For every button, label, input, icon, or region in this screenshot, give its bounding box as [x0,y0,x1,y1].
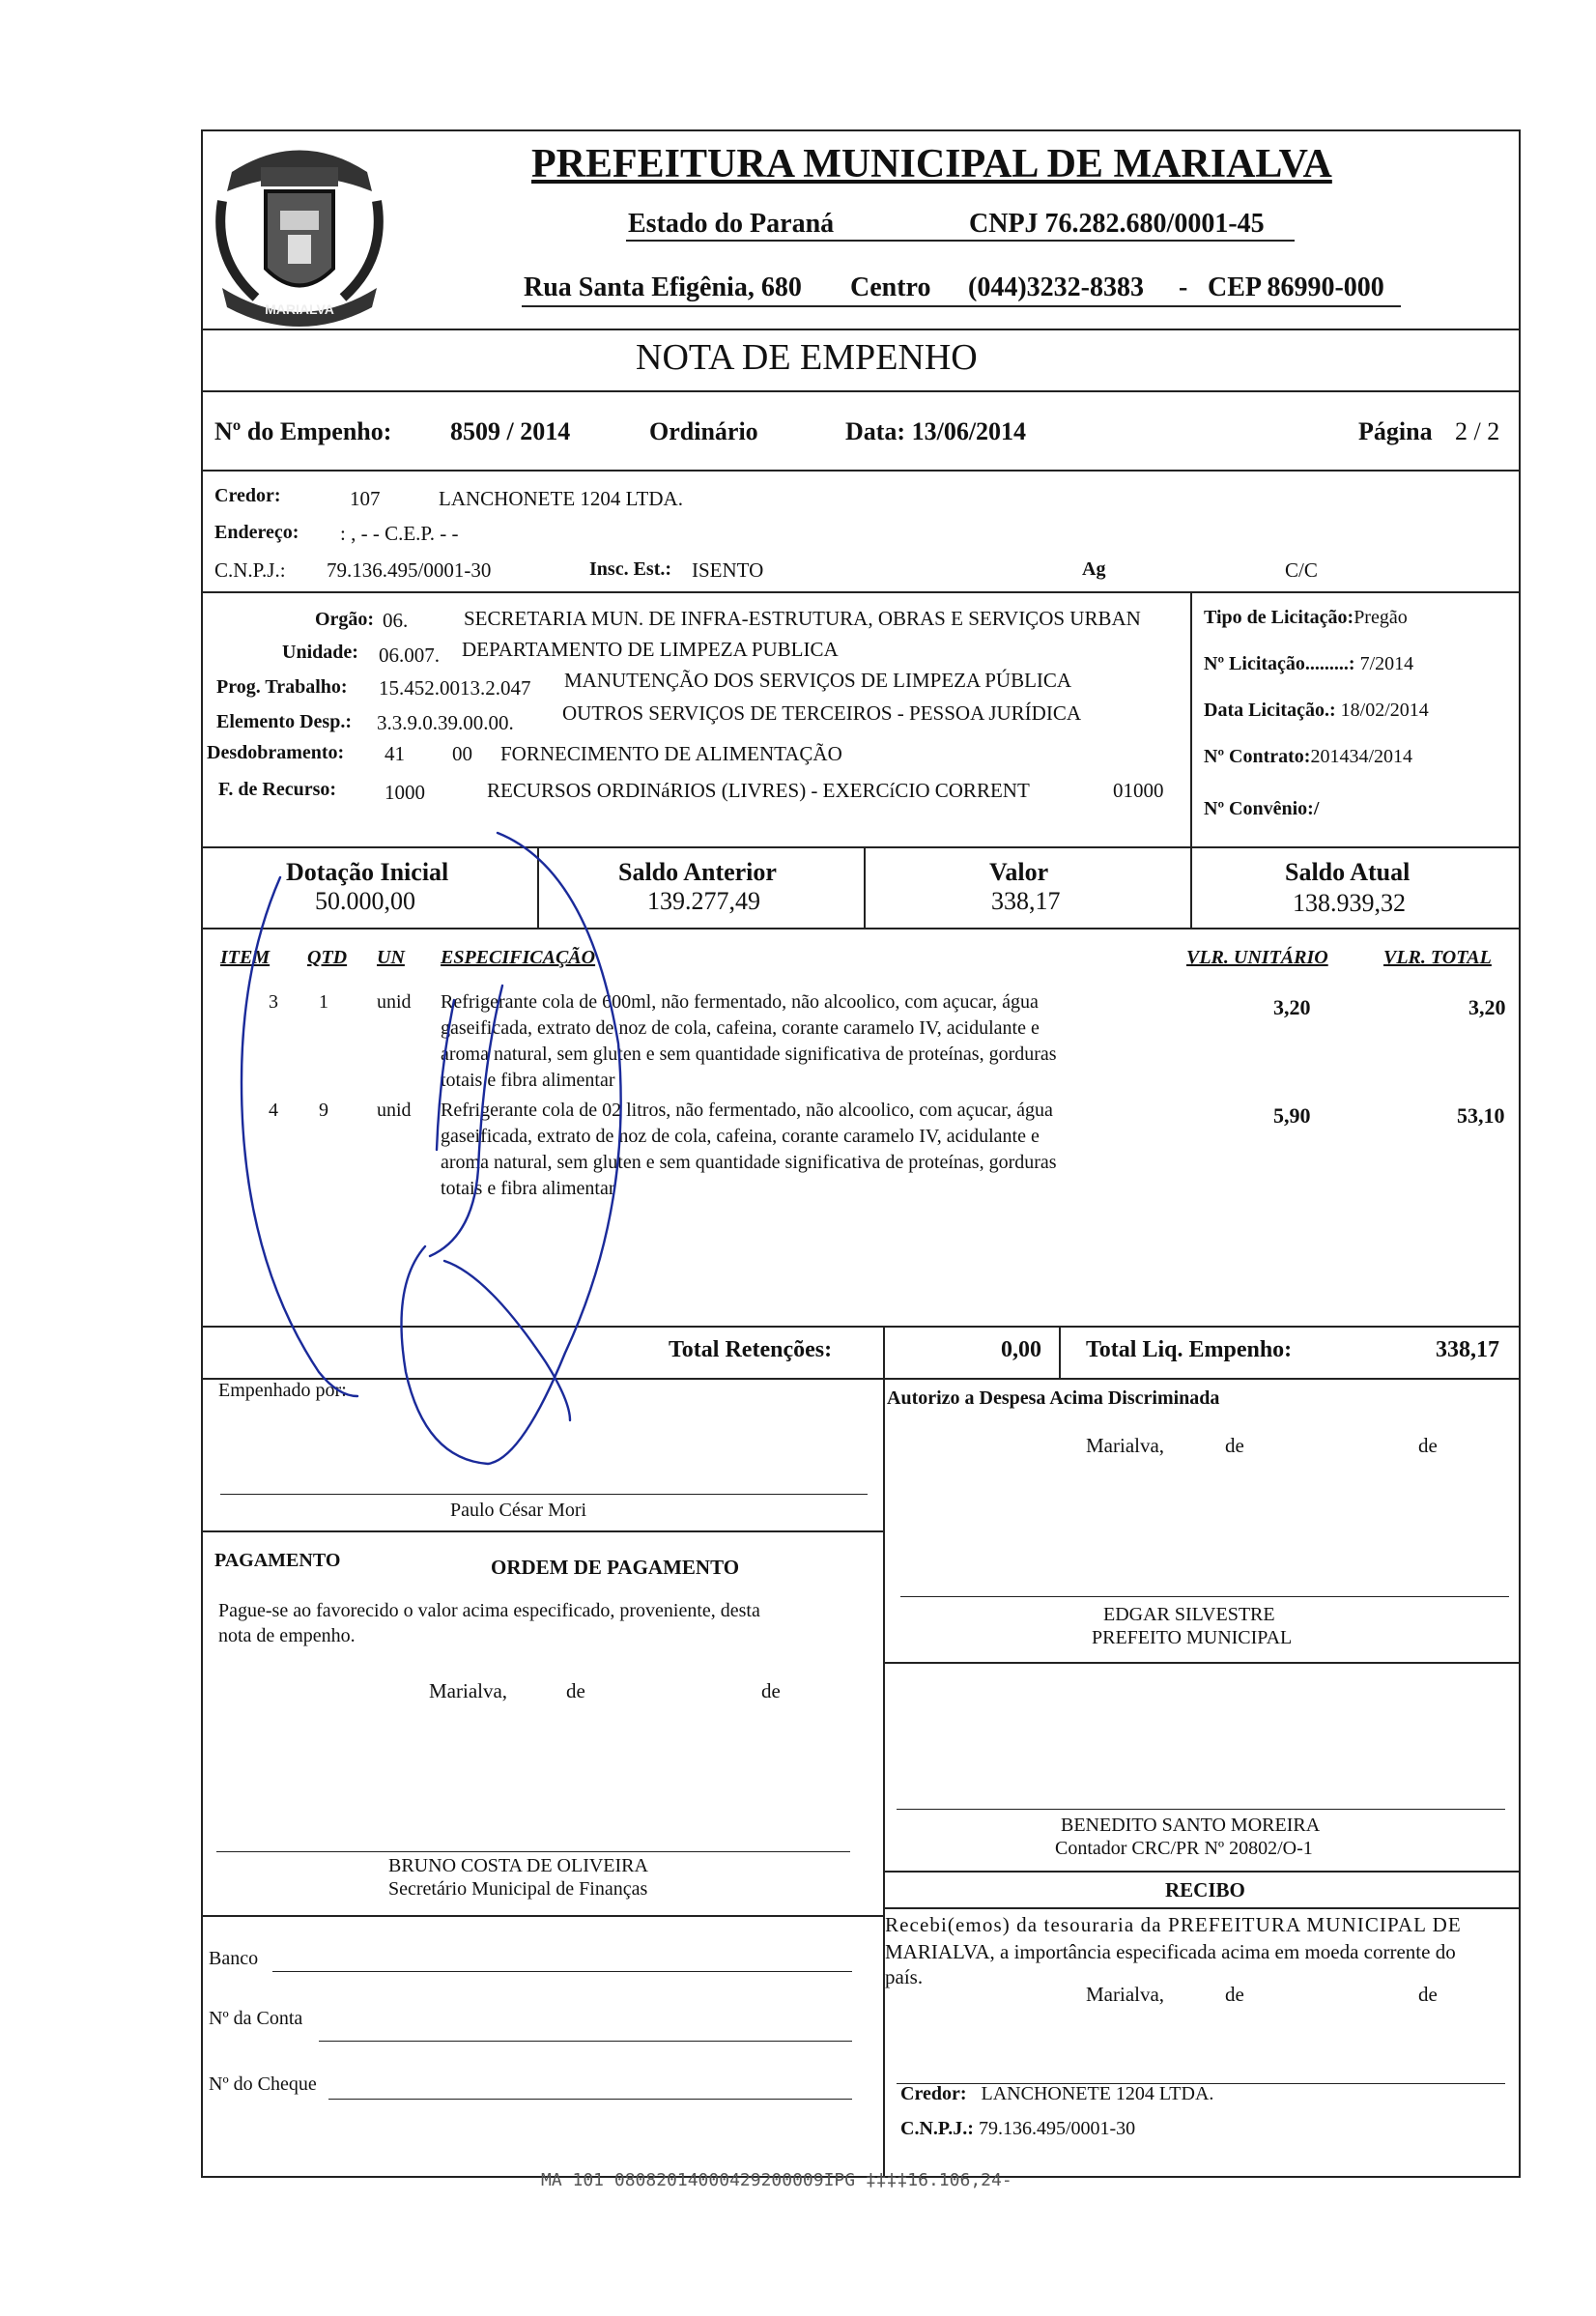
recurso-code: 1000 [385,781,425,804]
coat-of-arms-logo [203,133,396,336]
footer-code: MA 101 08082014000429200009IPG ‡‡‡‡16.106,24- [541,2170,1012,2190]
unidade-label: Unidade: [282,642,358,663]
recibo-credor-value: LANCHONETE 1204 LTDA. [981,2083,1214,2104]
empenhado-name: Paulo César Mori [450,1500,587,1521]
header-district: Centro [850,272,931,302]
elem-label: Elemento Desp.: [216,711,352,732]
licitacao-date-label: Data Licitação.: [1204,700,1336,721]
recurso-label: F. de Recurso: [218,779,337,800]
item-unit: unid [377,1100,412,1121]
recibo-title: RECIBO [1165,1878,1245,1901]
address-label: Endereço: [214,522,299,543]
cheque-line [328,2099,852,2100]
header-dash: - [1179,272,1188,302]
pagamento-de-2: de [761,1679,781,1702]
item-unit: unid [377,991,412,1013]
saldo-anterior-value: 139.277,49 [647,887,760,915]
recurso-code2: 01000 [1113,779,1164,802]
unidade-code: 06.007. [379,643,440,667]
desd-sub: 00 [452,742,472,765]
pagamento-label: PAGAMENTO [214,1550,341,1571]
recibo-credor-label: Credor: [900,2083,967,2104]
recurso-name: RECURSOS ORDINáRIOS (LIVRES) - EXERCíCIO CORRENT [487,779,1030,802]
licitacao-type-value: Pregão [1354,607,1408,628]
recibo-credor [900,2083,1213,2105]
item-description-line: totais e fibra alimentar [441,1070,615,1091]
recibo-line2: MARIALVA, a importância especificada acima em moeda corrente do [885,1940,1456,1963]
item-description-line: gaseificada, extrato de noz de cola, cafeina, corante caramelo IV, acidulante e [441,1126,1040,1147]
autorizo-de-1: de [1225,1434,1244,1457]
cc-label: C/C [1285,558,1318,582]
empenho-type: Ordinário [649,417,758,445]
desd-label: Desdobramento: [207,742,345,763]
col-item: ITEM [220,947,271,968]
prog-label: Prog. Trabalho: [216,676,348,698]
recibo-cnpj-label: C.N.P.J.: [900,2118,974,2139]
banco-line [272,1971,852,1972]
page-number: 2 / 2 [1455,417,1500,445]
col-total: VLR. TOTAL [1383,947,1492,968]
item-total: 53,10 [1457,1103,1505,1128]
conta-line [319,2041,852,2042]
credor-code: 107 [350,487,381,510]
autorizo-de-2: de [1418,1434,1438,1457]
desd-name: FORNECIMENTO DE ALIMENTAÇÃO [500,742,842,765]
header-phone: (044)3232-8383 [968,272,1144,302]
unidade-name: DEPARTAMENTO DE LIMPEZA PUBLICA [462,638,839,661]
item-description-line: Refrigerante cola de 02 litros, não fermentado, não alcoolico, com açucar, água [441,1100,1053,1121]
total-liquido-label: Total Liq. Empenho: [1086,1337,1293,1362]
licitacao-number-label: Nº Licitação.........: [1204,653,1355,674]
item-description [441,989,1057,1094]
crest-banner-text: MARIALVA [265,301,334,317]
item-number: 4 [269,1100,278,1121]
dotacao-value: 50.000,00 [315,887,415,915]
header-title: PREFEITURA MUNICIPAL DE MARIALVA [531,142,1332,186]
header-state: Estado do Paraná [628,209,835,239]
item-description-line: aroma natural, sem gluten e sem quantidade significativa de proteínas, gorduras [441,1152,1057,1173]
ie-value: ISENTO [692,558,764,582]
contrato-label: Nº Contrato: [1204,746,1311,767]
valor-label: Valor [989,858,1049,886]
pagamento-text-line1: Pague-se ao favorecido o valor acima especificado, proveniente, desta [218,1600,760,1621]
address-value: : , - - C.E.P. - - [340,522,459,545]
elem-name: OUTROS SERVIÇOS DE TERCEIROS - PESSOA JURÍDICA [562,701,1082,725]
orgao-name: SECRETARIA MUN. DE INFRA-ESTRUTURA, OBRAS E SERVIÇOS URBAN [464,607,1141,630]
accountant-name: BENEDITO SANTO MOREIRA [1061,1815,1321,1836]
cheque-label: Nº do Cheque [209,2073,317,2095]
convenio-label: Nº Convênio:/ [1204,798,1320,819]
autorizo-label: Autorizo a Despesa Acima Discriminada [887,1387,1220,1409]
licitacao-type [1204,607,1408,629]
pagamento-city: Marialva, [429,1679,508,1702]
item-unit-price: 3,20 [1273,995,1311,1019]
recibo-line1: Recebi(emos) da tesouraria da PREFEITURA MUNICIPAL DE [885,1913,1462,1936]
finance-name: BRUNO COSTA DE OLIVEIRA [388,1855,648,1876]
desd-code: 41 [385,742,405,765]
banco-label: Banco [209,1948,259,1969]
pagamento-de-1: de [566,1679,585,1702]
item-total: 3,20 [1468,995,1506,1019]
pagamento-text-line2: nota de empenho. [218,1625,356,1646]
credor-label: Credor: [214,485,281,506]
empenho-date: Data: 13/06/2014 [845,417,1027,445]
ordem-pagamento-label: ORDEM DE PAGAMENTO [491,1556,740,1579]
licitacao-date-value: 18/02/2014 [1340,700,1429,721]
col-qtd: QTD [307,947,348,968]
credor-name: LANCHONETE 1204 LTDA. [439,487,683,510]
prog-name: MANUTENÇÃO DOS SERVIÇOS DE LIMPEZA PÚBLICA [564,669,1072,692]
orgao-code: 06. [383,609,409,632]
page-label: Página [1358,417,1433,445]
recibo-line3: país. [885,1965,924,1988]
item-description-line: totais e fibra alimentar [441,1178,615,1199]
licitacao-date [1204,700,1429,722]
document-title: NOTA DE EMPENHO [636,337,978,378]
retencoes-label: Total Retenções: [669,1337,833,1362]
empenho-label: Nº do Empenho: [214,417,392,445]
ag-label: Ag [1082,558,1106,580]
elem-code: 3.3.9.0.39.00.00. [377,711,514,734]
orgao-label: Orgão: [315,609,375,630]
contrato-value: 201434/2014 [1310,746,1413,767]
ie-label: Insc. Est.: [589,558,672,580]
col-spec: ESPECIFICAÇÃO [441,947,596,968]
item-description-line: Refrigerante cola de 600ml, não fermentado, não alcoolico, com açucar, água [441,991,1039,1013]
conta-label: Nº da Conta [209,2008,303,2029]
col-un: UN [377,947,405,968]
saldo-anterior-label: Saldo Anterior [618,858,777,886]
cnpj-label: C.N.P.J.: [214,558,286,582]
licitacao-type-label: Tipo de Licitação: [1204,607,1354,628]
recibo-city: Marialva, [1086,1983,1165,2006]
licitacao-number [1204,653,1413,675]
header-street: Rua Santa Efigênia, 680 [524,272,802,302]
item-qty: 1 [319,991,328,1013]
header-cnpj: CNPJ 76.282.680/0001-45 [969,209,1265,239]
saldo-atual-value: 138.939,32 [1293,889,1406,917]
saldo-atual-label: Saldo Atual [1285,858,1411,886]
retencoes-value: 0,00 [1001,1337,1041,1362]
valor-value: 338,17 [991,887,1061,915]
mayor-name: EDGAR SILVESTRE [1103,1604,1275,1625]
col-unit-price: VLR. UNITÁRIO [1186,947,1328,968]
empenho-number: 8509 / 2014 [450,417,571,445]
contrato [1204,746,1412,768]
recibo-cnpj-value: 79.136.495/0001-30 [978,2118,1136,2139]
finance-title: Secretário Municipal de Finanças [388,1878,648,1900]
item-number: 3 [269,991,278,1013]
autorizo-city: Marialva, [1086,1434,1165,1457]
item-unit-price: 5,90 [1273,1103,1311,1128]
header-cep: CEP 86990-000 [1208,272,1384,302]
mayor-title: PREFEITO MUNICIPAL [1092,1627,1293,1648]
cnpj-value: 79.136.495/0001-30 [327,558,492,582]
total-liquido-value: 338,17 [1436,1337,1499,1362]
dotacao-label: Dotação Inicial [286,858,449,886]
recibo-de-1: de [1225,1983,1244,2006]
prog-code: 15.452.0013.2.047 [379,676,531,700]
item-description-line: aroma natural, sem gluten e sem quantidade significativa de proteínas, gorduras [441,1044,1057,1065]
item-description [441,1098,1057,1202]
recibo-de-2: de [1418,1983,1438,2006]
item-qty: 9 [319,1100,328,1121]
accountant-title: Contador CRC/PR Nº 20802/O-1 [1055,1838,1313,1859]
empenhado-label: Empenhado por: [218,1380,347,1401]
licitacao-number-value: 7/2014 [1359,653,1414,674]
item-description-line: gaseificada, extrato de noz de cola, cafeina, corante caramelo IV, acidulante e [441,1017,1040,1039]
recibo-cnpj [900,2118,1135,2140]
